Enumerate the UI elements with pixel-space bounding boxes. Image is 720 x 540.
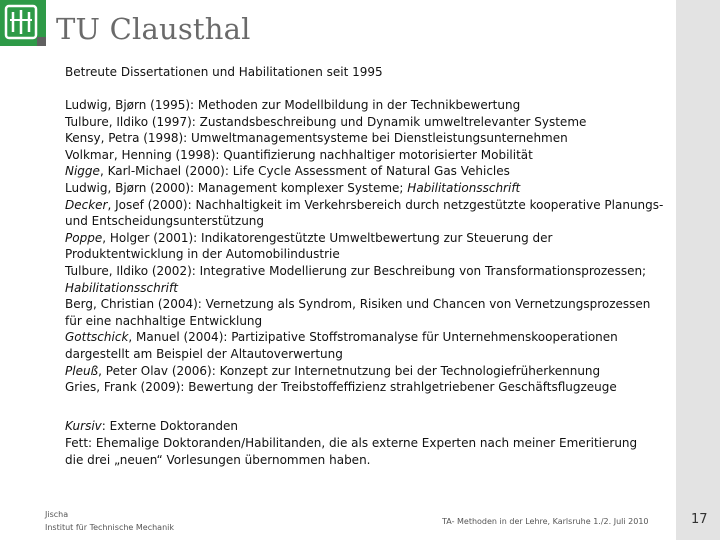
page-number: 17 <box>691 512 708 527</box>
entry-italic-name: Poppe <box>65 230 103 245</box>
entry-italic-name: Nigge <box>65 164 100 179</box>
list-item <box>65 230 665 263</box>
dissertation-list <box>65 97 665 396</box>
entry-italic-name: Decker <box>65 197 108 212</box>
list-item <box>65 97 665 114</box>
list-item <box>65 296 665 329</box>
brand-title: TU Clausthal <box>56 12 251 46</box>
entry-text: Tulbure, Ildiko (2002): Integrative Modellierung zur Beschreibung von Transformationsprozessen; <box>65 263 647 278</box>
list-item <box>65 363 665 380</box>
slide-heading: Betreute Dissertationen und Habilitationen seit 1995 <box>65 65 383 79</box>
logo-accent-square <box>37 37 46 46</box>
legend-bold-line: Fett: Ehemalige Doktoranden/Habilitanden, die als externe Experten nach meiner Emeritierung die drei „neuen“ Vorlesungen übernommen haben. <box>65 436 638 467</box>
entry-text: , Karl-Michael (2000): Life Cycle Assessment of Natural Gas Vehicles <box>99 164 510 179</box>
footer-author: Jischa <box>45 510 69 519</box>
list-item <box>65 197 665 230</box>
list-item <box>65 263 665 296</box>
legend-italic-term: Kursiv <box>65 419 102 433</box>
footer-left <box>45 508 174 534</box>
list-item <box>65 147 665 164</box>
list-item <box>65 163 665 180</box>
entry-italic-name: Gottschick <box>65 330 129 345</box>
list-item <box>65 130 665 147</box>
list-item <box>65 379 665 396</box>
entry-text: Berg, Christian (2004): Vernetzung als Syndrom, Risiken und Chancen von Vernetzungsprozessen für eine nachhaltige Entwicklung <box>65 297 651 328</box>
entry-text: , Josef (2000): Nachhaltigkeit im Verkehrsbereich durch netzgestützte kooperative Planungs- und Entscheidungsunterstützung <box>65 197 664 229</box>
legend <box>65 418 650 469</box>
entry-text: , Holger (2001): Indikatorengestützte Umweltbewertung zur Steuerung der Produktentwicklung in der Automobilindustrie <box>65 230 553 262</box>
entry-text: , Peter Olav (2006): Konzept zur Internetnutzung bei der Technologiefrüherkennung <box>98 363 601 378</box>
entry-text: Tulbure, Ildiko (1997): Zustandsbeschreibung und Dynamik umweltrelevanter Systeme <box>65 114 587 129</box>
right-sidebar <box>676 0 720 540</box>
entry-text: Ludwig, Bjørn (1995): Methoden zur Modellbildung in der Technikbewertung <box>65 98 521 112</box>
legend-italic-line <box>65 418 650 435</box>
tu-clausthal-logo <box>0 0 46 46</box>
entry-text: Kensy, Petra (1998): Umweltmanagementsysteme bei Dienstleistungsunternehmen <box>65 131 568 146</box>
entry-suffix: Habilitationsschrift <box>407 180 521 195</box>
entry-italic-name: Pleuß <box>65 363 99 378</box>
entry-text: , Manuel (2004): Partizipative Stoffstromanalyse für Unternehmenskooperationen dargestellt am Beispiel der Altautoverwertung <box>65 330 618 361</box>
footer-event: TA- Methoden in der Lehre, Karlsruhe 1./2. Juli 2010 <box>442 517 649 526</box>
list-item <box>65 114 665 131</box>
list-item <box>65 329 665 362</box>
list-item <box>65 180 665 197</box>
entry-text: Volkmar, Henning (1998): Quantifizierung nachhaltiger motorisierter Mobilität <box>65 147 533 162</box>
legend-italic-desc: : Externe Doktoranden <box>101 419 239 433</box>
entry-suffix: Habilitationsschrift <box>65 280 178 295</box>
footer-institute: Institut für Technische Mechanik <box>45 523 174 532</box>
entry-text: Gries, Frank (2009): Bewertung der Treibstoffeffizienz strahlgetriebener Geschäftsflugzeuge <box>65 380 617 395</box>
entry-text: Ludwig, Bjørn (2000): Management komplexer Systeme; <box>65 180 408 195</box>
